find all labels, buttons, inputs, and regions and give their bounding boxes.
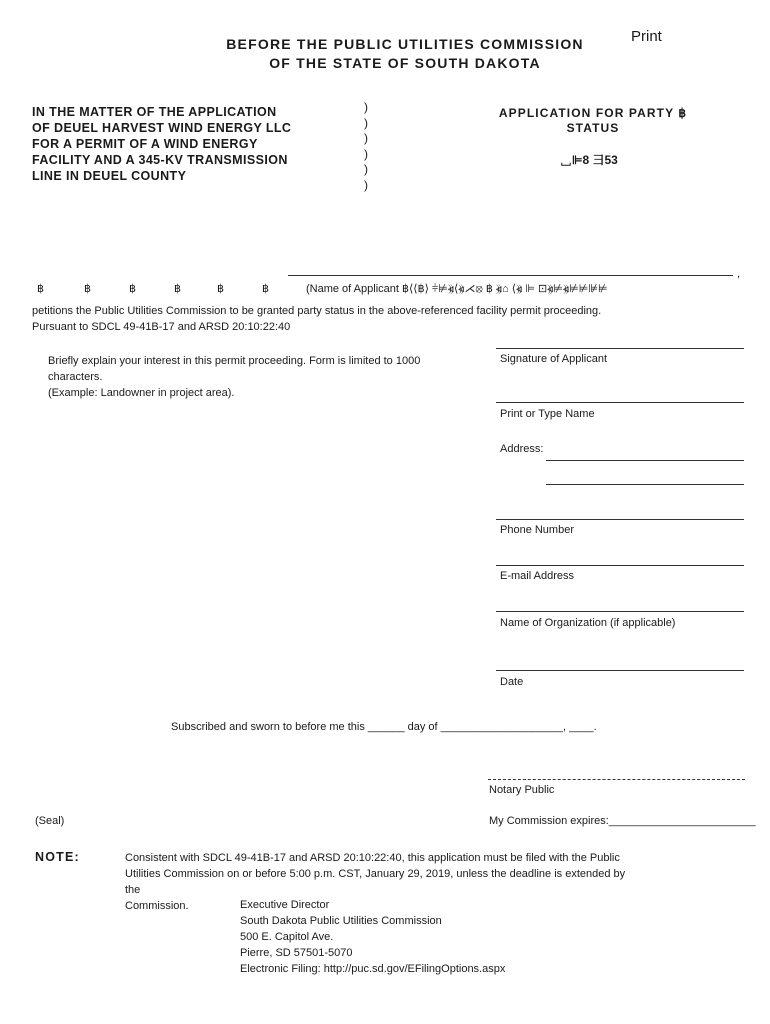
applicant-name-label: (Name of Applicant ฿⟨⟨฿⟩ ⫩⊭⦖⟨⦖⋌⦻ ฿ ⦖⌂ ⟨⦖ ⊫ ⊡⦖⊭⦖⊭⊭⊯⊭ [306,283,608,295]
application-title [478,106,708,136]
header-line-1: BEFORE THE PUBLIC UTILITIES COMMISSION [226,36,584,52]
docket-number: ␣⊫8 ⺕53 [560,153,618,167]
trailing-comma: , [737,268,741,280]
matter-line: FOR A PERMIT OF A WIND ENERGY [32,137,258,151]
address-line-1[interactable] [546,460,744,461]
print-name-line[interactable] [496,402,744,403]
explain-example: (Example: Landowner in project area). [48,387,235,399]
efiling-link[interactable]: Electronic Filing: http://puc.sd.gov/EFilingOptions.aspx [240,963,506,975]
note-line: Commission. [125,900,189,912]
matter-line: FACILITY AND A 345-KV TRANSMISSION [32,153,288,167]
applicant-name-line[interactable] [288,275,733,276]
phone-line[interactable] [496,519,744,520]
glyph: ฿ [37,283,44,295]
glyph: ฿ [217,283,224,295]
pursuant-text: Pursuant to SDCL 49-41B-17 and ARSD 20:10:22:40 [32,321,291,333]
paren: ) [364,115,368,130]
signature-label: Signature of Applicant [500,353,608,365]
paren: ) [364,100,368,114]
address-label: Address: [500,443,544,455]
commission-address [240,897,505,977]
application-title-line-2: STATUS [566,121,620,135]
address-line-2[interactable] [546,484,744,485]
print-button[interactable]: Print [631,28,662,45]
address-line: Executive Director [240,899,330,911]
address-line: Pierre, SD 57501-5070 [240,947,353,959]
commission-expires: My Commission expires:________________________ [489,815,756,827]
matter-line: OF DEUEL HARVEST WIND ENERGY LLC [32,121,292,135]
note-line: Consistent with SDCL 49-41B-17 and ARSD 20:10:22:40, this application must be filed with the Public [125,852,620,864]
glyph: ฿ [174,283,181,295]
header-line-2: OF THE STATE OF SOUTH DAKOTA [269,55,541,71]
signature-line[interactable] [496,348,744,349]
notary-label: Notary Public [489,784,555,796]
paren: ) [364,162,368,176]
email-line[interactable] [496,565,744,566]
paren: ) [364,177,368,192]
application-title-line-1: APPLICATION FOR PARTY ฿ [498,106,688,120]
glyph: ฿ [129,283,136,295]
subscribed-sworn-text: Subscribed and sworn to before me this ______ day of ____________________, ____. [171,721,597,733]
glyph: ฿ [262,283,269,295]
organization-label: Name of Organization (if applicable) [500,617,676,629]
caption-parentheses [364,100,368,193]
seal-label: (Seal) [35,815,65,827]
paren: ) [364,131,368,145]
email-label: E-mail Address [500,570,574,582]
glyph: ฿ [84,283,91,295]
organization-line[interactable] [496,611,744,612]
matter-line: IN THE MATTER OF THE APPLICATION [32,105,277,119]
interest-explanation-field[interactable] [48,353,468,401]
explain-instructions: Briefly explain your interest in this permit proceeding. Form is limited to 1000 characters. [48,355,421,383]
print-name-label: Print or Type Name [500,408,595,420]
note-line: Utilities Commission on or before 5:00 p.m. CST, January 29, 2019, unless the deadline is extended by the [125,868,626,896]
phone-label: Phone Number [500,524,574,536]
address-line: 500 E. Capitol Ave. [240,931,334,943]
address-line: South Dakota Public Utilities Commission [240,915,442,927]
paren: ) [364,146,368,161]
matter-caption [32,104,291,184]
petitions-text: petitions the Public Utilities Commission to be granted party status in the above-referenced facility permit proceeding. [32,305,602,317]
date-label: Date [500,676,524,688]
petitions-paragraph [32,303,732,335]
date-line[interactable] [496,670,744,671]
notary-signature-line[interactable] [488,779,745,780]
matter-line: LINE IN DEUEL COUNTY [32,169,187,183]
note-label: NOTE: [35,850,80,864]
